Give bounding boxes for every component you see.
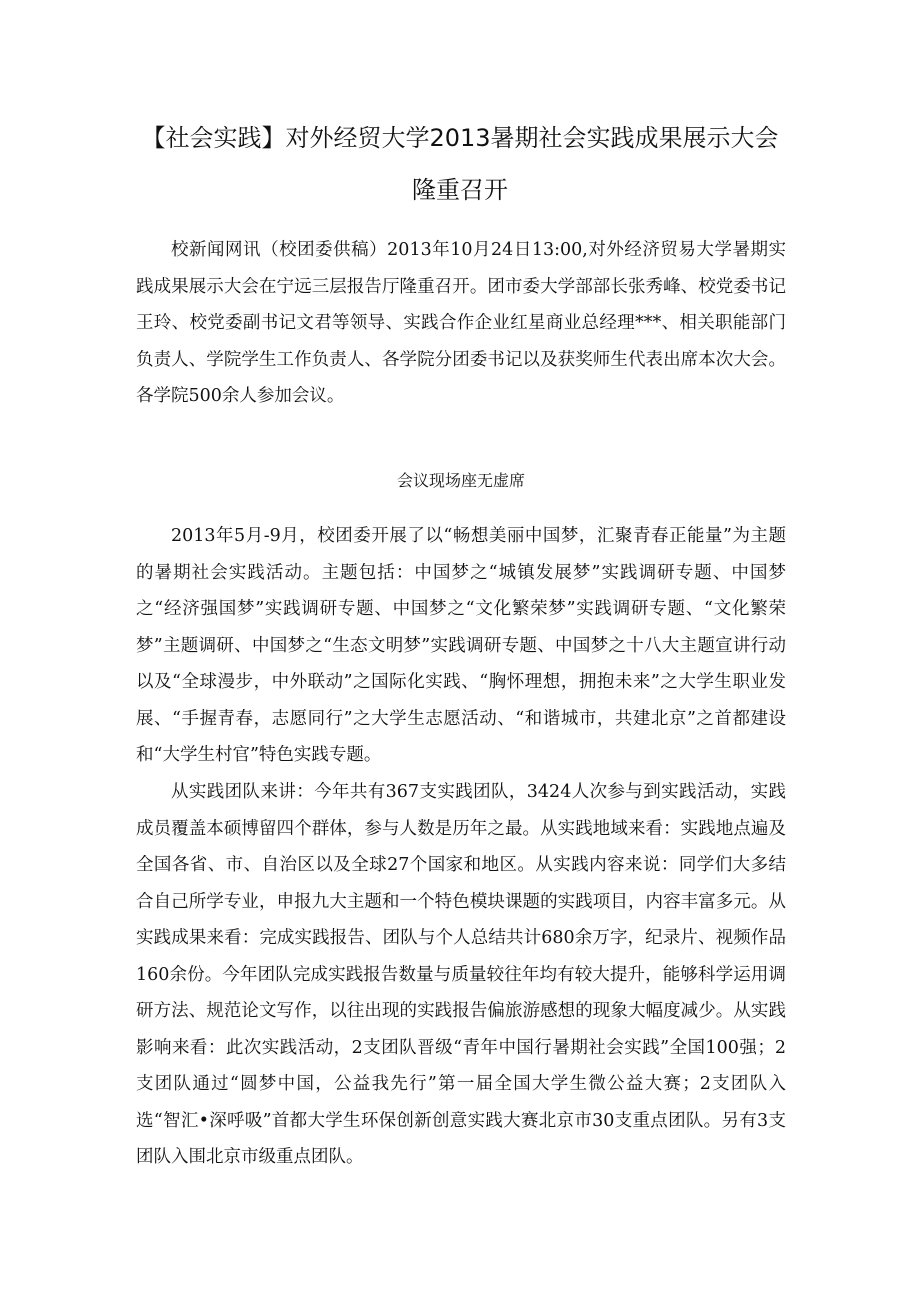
- paragraph-intro: 校新闻网讯（校团委供稿）2013年10月24日13:00,对外经济贸易大学暑期实践成果展示大会在宁远三层报告厅隆重召开。团市委大学部部长张秀峰、校党委书记王玲、校党委副书记文君等领导、实践合作企业红星商业总经理***、相关职能部门负责人、学院学生工作负责人、各学院分团委书记以及获奖师生代表出席本次大会。各学院500余人参加会议。: [136, 240, 786, 406]
- paragraph-results: 从实践团队来讲：今年共有367支实践团队，3424人次参与到实践活动，实践成员覆盖本硕博留四个群体，参与人数是历年之最。从实践地域来看：实践地点遍及全国各省、市、自治区以及全球27个国家和地区。从实践内容来说：同学们大多结合自己所学专业，申报九大主题和一个特色模块课题的实践项目，内容丰富多元。从实践成果来看：完成实践报告、团队与个人总结共计680余万字，纪录片、视频作品160余份。今年团队完成实践报告数量与质量较往年均有较大提升，能够科学运用调研方法、规范论文写作，以往出现的实践报告偏旅游感想的现象大幅度减少。从实践影响来看：此次实践活动，2支团队晋级“青年中国行暑期社会实践”全国100强；2支团队通过“圆梦中国，公益我先行”第一届全国大学生微公益大赛；2支团队入选“智汇•深呼吸”首都大学生环保创新创意实践大赛北京市30支重点团队。另有3支团队入围北京市级重点团队。: [136, 782, 786, 1167]
- title-line-2: 隆重召开: [412, 176, 508, 204]
- paragraph-themes: 2013年5月-9月，校团委开展了以“畅想美丽中国梦，汇聚青春正能量”为主题的暑期社会实践活动。主题包括：中国梦之“城镇发展梦”实践调研专题、中国梦之“经济强国梦”实践调研专题、中国梦之“文化繁荣梦”实践调研专题、“文化繁荣梦”主题调研、中国梦之“生态文明梦”实践调研专题、中国梦之十八大主题宣讲行动以及“全球漫步，中外联动”之国际化实践、“胸怀理想，拥抱未来”之大学生职业发展、“手握青春，志愿同行”之大学生志愿活动、“和谐城市，共建北京”之首都建设和“大学生村官”特色实践专题。: [136, 526, 786, 765]
- image-caption: 会议现场座无虚席: [396, 471, 525, 490]
- title-line-1: 【社会实践】对外经贸大学2013暑期社会实践成果展示大会: [141, 124, 779, 152]
